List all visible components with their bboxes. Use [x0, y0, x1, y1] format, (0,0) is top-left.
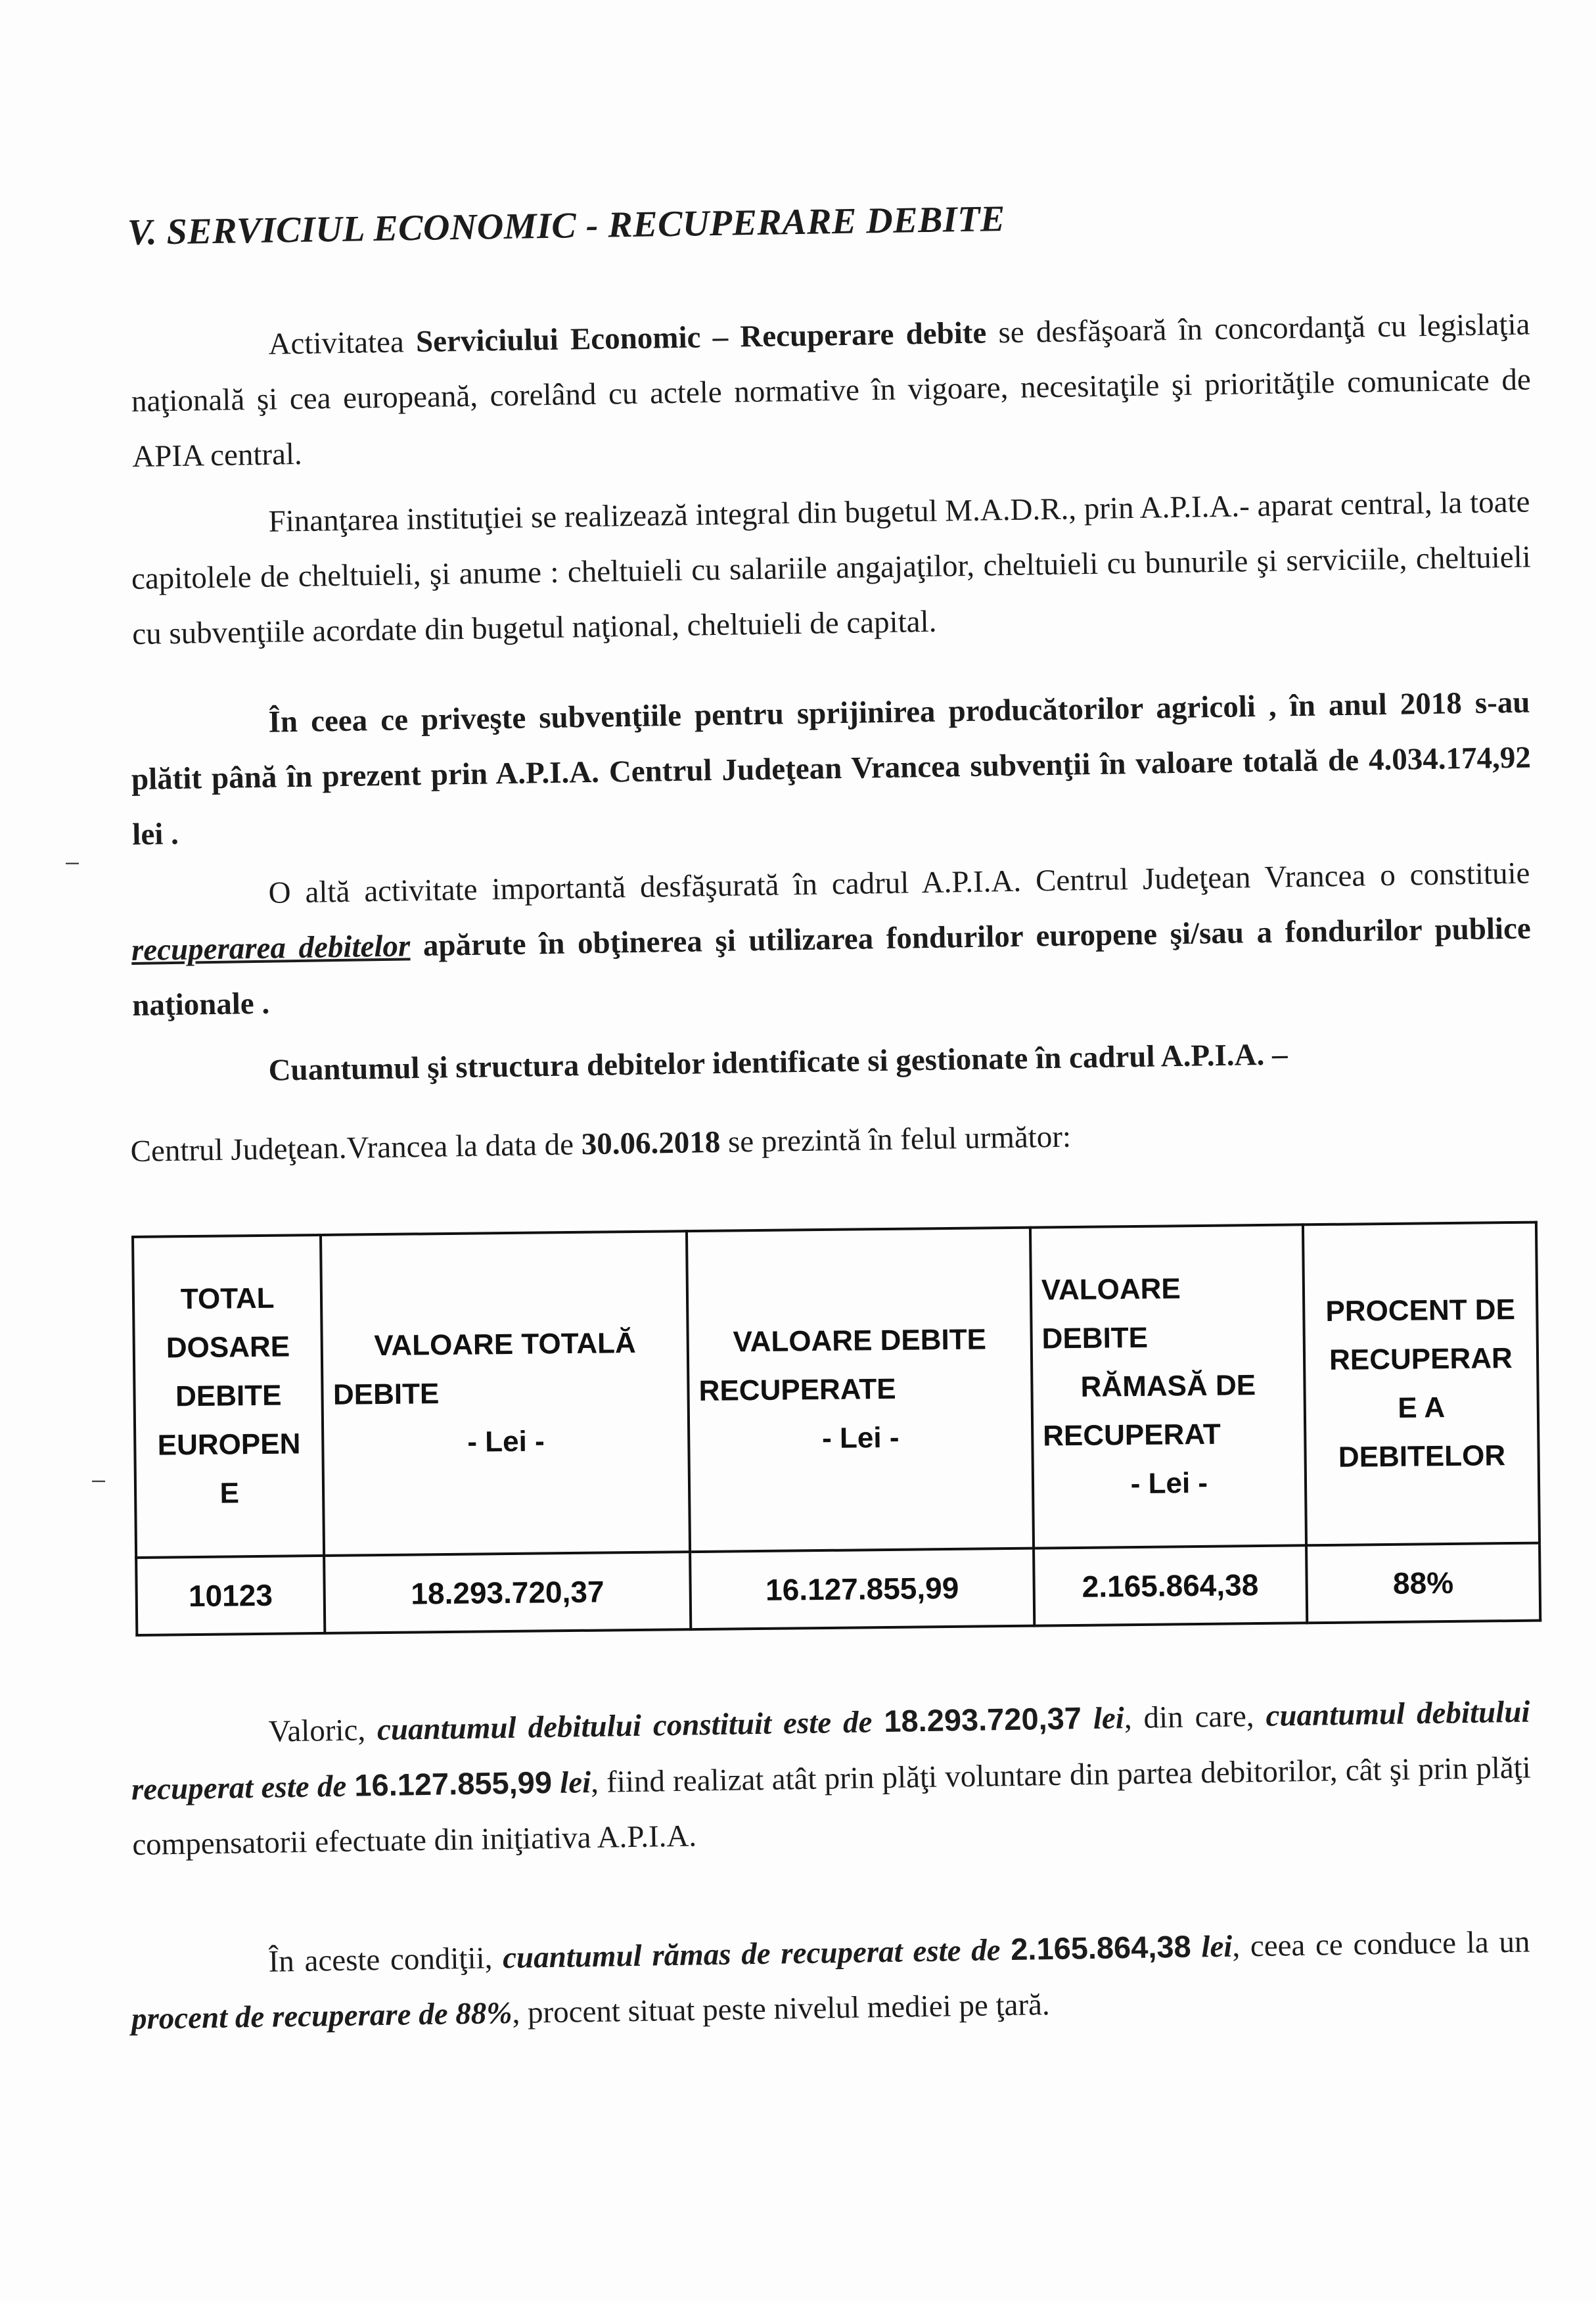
header-line: RECUPERAT — [1042, 1418, 1221, 1453]
header-line: E — [219, 1477, 240, 1510]
summary-text-1: Valoric, — [268, 1713, 378, 1749]
paragraph-debt-recovery-underlined: recuperarea debitelor — [131, 929, 411, 967]
debts-table-container — [131, 1221, 1541, 1637]
margin-mark: – — [66, 848, 80, 875]
paragraph-date-intro-text-2: se prezintă în felul următor: — [719, 1119, 1072, 1159]
header-line: RECUPERATE — [698, 1372, 896, 1408]
summary-text-2: , din care, — [1124, 1698, 1266, 1736]
paragraph-activity-text-1: Activitatea — [268, 325, 417, 361]
paragraph-activity-text-2: se desfăşoară în concordanţă cu legislaţia naţională şi cea europeană, corelând cu actele normative în vigoare, necesitaţile şi priorităţile comunicate de APIA central. — [131, 307, 1532, 474]
paragraph-recovery-rate — [130, 1914, 1531, 2047]
header-total-dosare — [133, 1235, 324, 1558]
paragraph-debt-structure-text: Cuantumul şi structura debitelor identificate si gestionate în cadrul A.P.I.A. – — [268, 1037, 1288, 1088]
table-row — [136, 1543, 1540, 1635]
paragraph-subsidies-text: În ceea ce priveşte subvenţiile pentru sprijinirea producătorilor agricoli , în anul 2018 s-au plătit până în prezent prin A.P.I.A. Centrul Judeţean Vrancea subvenţii în valoare totală de 4.034.174,92 lei . — [131, 685, 1532, 852]
header-valoare-recuperate — [687, 1228, 1034, 1552]
cell-valoare-totala: 18.293.720,37 — [324, 1552, 691, 1633]
paragraph-debt-structure — [130, 1023, 1530, 1100]
summary-italic-4: lei — [551, 1765, 591, 1800]
cell-valoare-recuperate: 16.127.855,99 — [690, 1548, 1034, 1629]
paragraph-financing — [130, 475, 1532, 662]
rate-italic-1: cuantumul rămas de recuperat este de — [502, 1932, 1011, 1976]
summary-text-3: , fiind realizat atât prin plăţi voluntare din partea debitorilor, cât şi prin plăţi compensatorii efectuate din iniţiativa A.P.I.A. — [131, 1750, 1532, 1862]
header-procent — [1303, 1222, 1539, 1546]
header-line: RĂMASĂ DE — [1080, 1369, 1256, 1404]
header-line: RECUPERAR — [1329, 1342, 1513, 1377]
header-line: PROCENT DE — [1325, 1293, 1516, 1328]
rate-italic-3: procent de recuperare de 88% — [131, 1995, 513, 2036]
header-line: EUROPEN — [157, 1428, 301, 1462]
header-valoare-ramasa — [1030, 1224, 1306, 1548]
header-line: VALOARE TOTALĂ — [374, 1327, 636, 1362]
paragraph-financing-text: Finanţarea instituţiei se realizează integral din bugetul M.A.D.R., prin A.P.I.A.- aparat central, la toate capitolele de cheltuieli, şi anume : cheltuieli cu salariile angajaţilor, cheltuieli cu bunurile şi serviciile, cheltuieli cu subvenţiile acordate din bugetul naţional, cheltuieli de capital. — [131, 484, 1532, 651]
paragraph-date-intro — [130, 1102, 1530, 1179]
section-heading: V. SERVICIUL ECONOMIC - RECUPERARE DEBITE — [127, 198, 1006, 253]
paragraph-subsidies — [130, 675, 1532, 862]
paragraph-activity — [130, 297, 1532, 484]
header-line: DEBITE — [175, 1379, 282, 1413]
summary-amount-constituted: 18.293.720,37 — [883, 1700, 1082, 1738]
paragraph-debt-recovery — [130, 846, 1532, 1033]
header-line: - Lei - — [821, 1421, 900, 1455]
header-line: - Lei - — [1130, 1467, 1208, 1500]
header-line: E A — [1398, 1391, 1446, 1424]
header-line: VALOARE DEBITE — [733, 1323, 987, 1359]
summary-italic-3: cuantumul debitului recuperat este de — [131, 1694, 1530, 1807]
rate-text-2: , ceea ce conduce la un — [1231, 1924, 1530, 1964]
header-line: DEBITE — [332, 1378, 440, 1411]
table-header-row — [133, 1222, 1539, 1558]
paragraph-activity-bold: Serviciului Economic – Recuperare debite — [415, 315, 987, 360]
summary-amount-recovered: 16.127.855,99 — [353, 1764, 553, 1803]
debts-table — [131, 1221, 1541, 1637]
cell-total-dosare: 10123 — [136, 1556, 325, 1635]
header-line: - Lei - — [467, 1425, 545, 1458]
report-date: 30.06.2018 — [581, 1125, 721, 1162]
header-line: DOSARE — [166, 1330, 290, 1364]
header-line: DEBITELOR — [1338, 1439, 1506, 1474]
paragraph-debt-recovery-bold: apărute în obţinerea şi utilizarea fondurilor europene şi/sau a fondurilor publice naţionale . — [131, 911, 1532, 1023]
header-line: VALOARE DEBITE — [1041, 1272, 1181, 1355]
summary-italic-1: cuantumul debitului constituit este de — [376, 1704, 884, 1748]
summary-italic-2: lei — [1081, 1701, 1125, 1736]
header-line: TOTAL — [180, 1282, 275, 1316]
paragraph-date-intro-text-1: Centrul Judeţean.Vrancea la data de — [130, 1127, 582, 1169]
header-valoare-totala — [321, 1231, 690, 1556]
cell-valoare-ramasa: 2.165.864,38 — [1034, 1546, 1307, 1626]
margin-mark: – — [92, 1466, 106, 1493]
rate-text-1: În aceste condiţii, — [268, 1941, 503, 1979]
paragraph-debt-recovery-text: O altă activitate importantă desfăşurată în cadrul A.P.I.A. Centrul Judeţean Vrancea o constituie — [268, 856, 1530, 910]
rate-text-3: , procent situat peste nivelul mediei pe ţară. — [512, 1988, 1051, 2030]
paragraph-debt-summary — [130, 1684, 1532, 1873]
rate-amount-remaining: 2.165.864,38 — [1010, 1928, 1192, 1966]
cell-procent: 88% — [1306, 1543, 1540, 1623]
rate-italic-2: lei — [1191, 1929, 1233, 1965]
